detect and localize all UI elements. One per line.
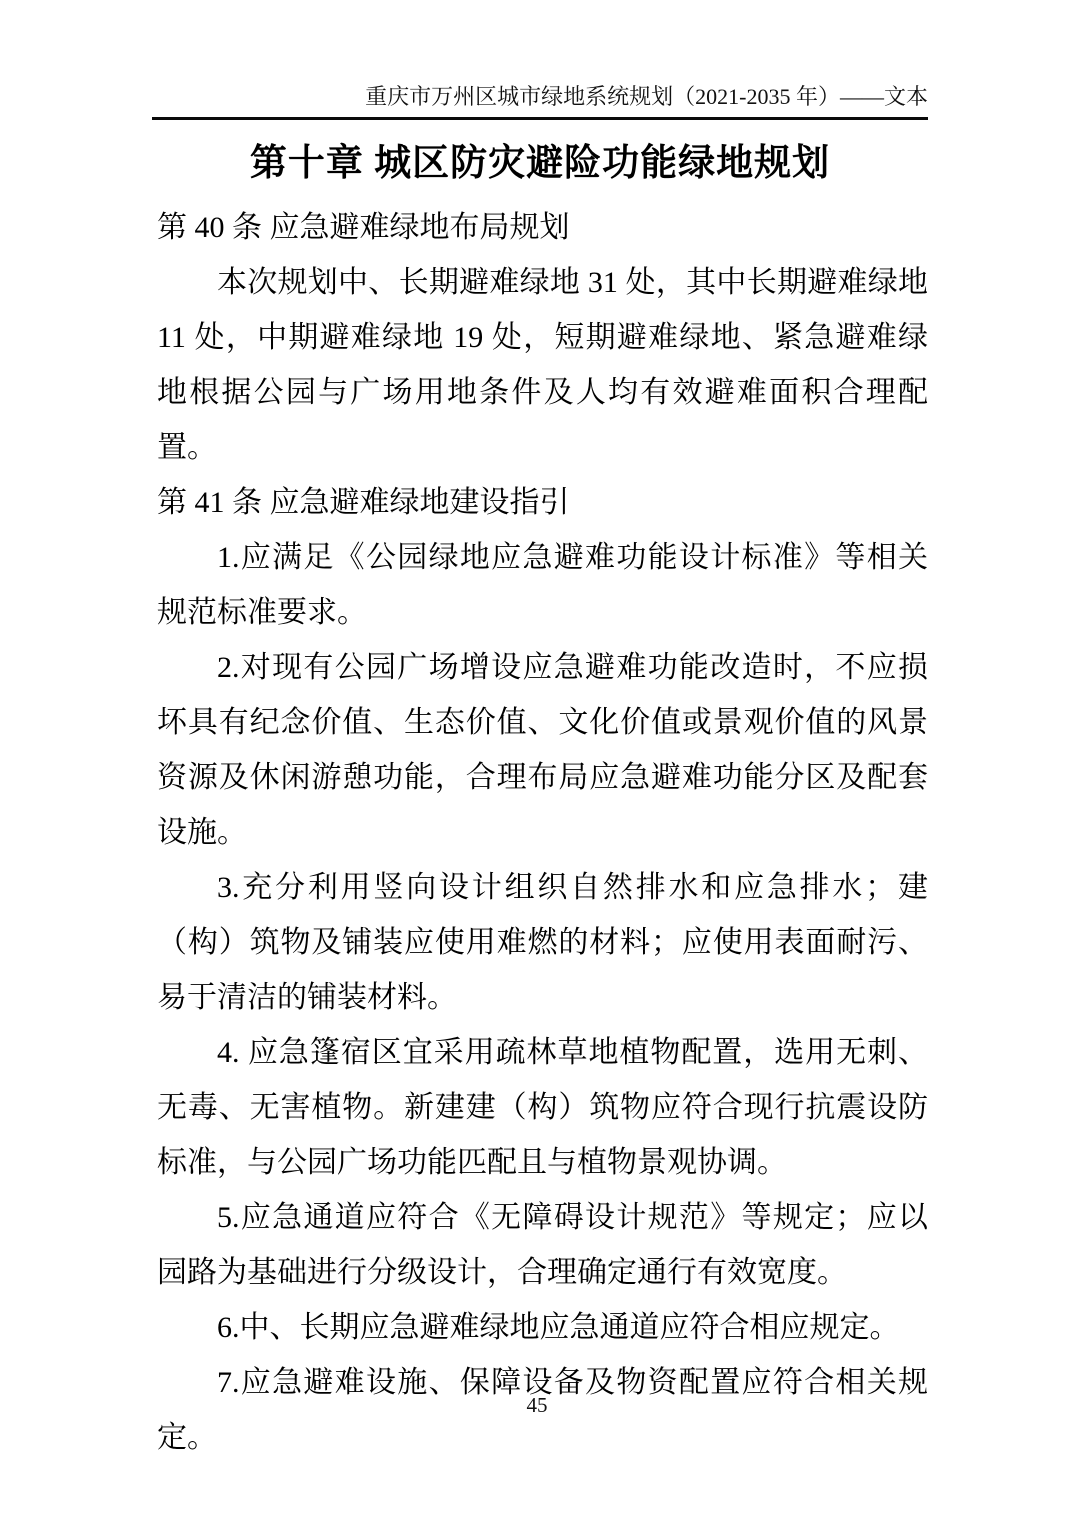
chapter-title: 第十章 城区防灾避险功能绿地规划 — [249, 143, 831, 184]
paragraph: 6.中、长期应急避难绿地应急通道应符合相应规定。 — [217, 1311, 900, 1344]
page-number: 45 — [526, 1393, 548, 1417]
paragraph: 4. 应急篷宿区宜采用疏林草地植物配置，选用无刺、无毒、无害植物。新建建（构）筑物应符合现行抗震设防标准，与公园广场功能匹配且与植物景观协调。 — [157, 1036, 928, 1179]
document-body — [157, 200, 928, 1465]
paragraph: 本次规划中、长期避难绿地 31 处，其中长期避难绿地 11 处，中期避难绿地 19 处，短期避难绿地、紧急避难绿地根据公园与广场用地条件及人均有效避难面积合理配置。 — [157, 266, 928, 464]
paragraph: 1.应满足《公园绿地应急避难功能设计标准》等相关规范标准要求。 — [157, 541, 928, 629]
section-heading: 第 40 条 应急避难绿地布局规划 — [157, 211, 570, 244]
header-rule — [152, 117, 928, 120]
paragraph: 3.充分利用竖向设计组织自然排水和应急排水；建（构）筑物及铺装应使用难燃的材料；应使用表面耐污、易于清洁的铺装材料。 — [157, 871, 928, 1014]
paragraph: 5.应急通道应符合《无障碍设计规范》等规定；应以园路为基础进行分级设计，合理确定通行有效宽度。 — [157, 1201, 928, 1289]
section-heading: 第 41 条 应急避难绿地建设指引 — [157, 486, 570, 519]
paragraph: 7.应急避难设施、保障设备及物资配置应符合相关规定。 — [157, 1366, 928, 1454]
paragraph: 2.对现有公园广场增设应急避难功能改造时，不应损坏具有纪念价值、生态价值、文化价值或景观价值的风景资源及休闲游憩功能，合理布局应急避难功能分区及配套设施。 — [157, 651, 928, 849]
running-header: 重庆市万州区城市绿地系统规划（2021-2035 年）——文本 — [365, 84, 928, 109]
